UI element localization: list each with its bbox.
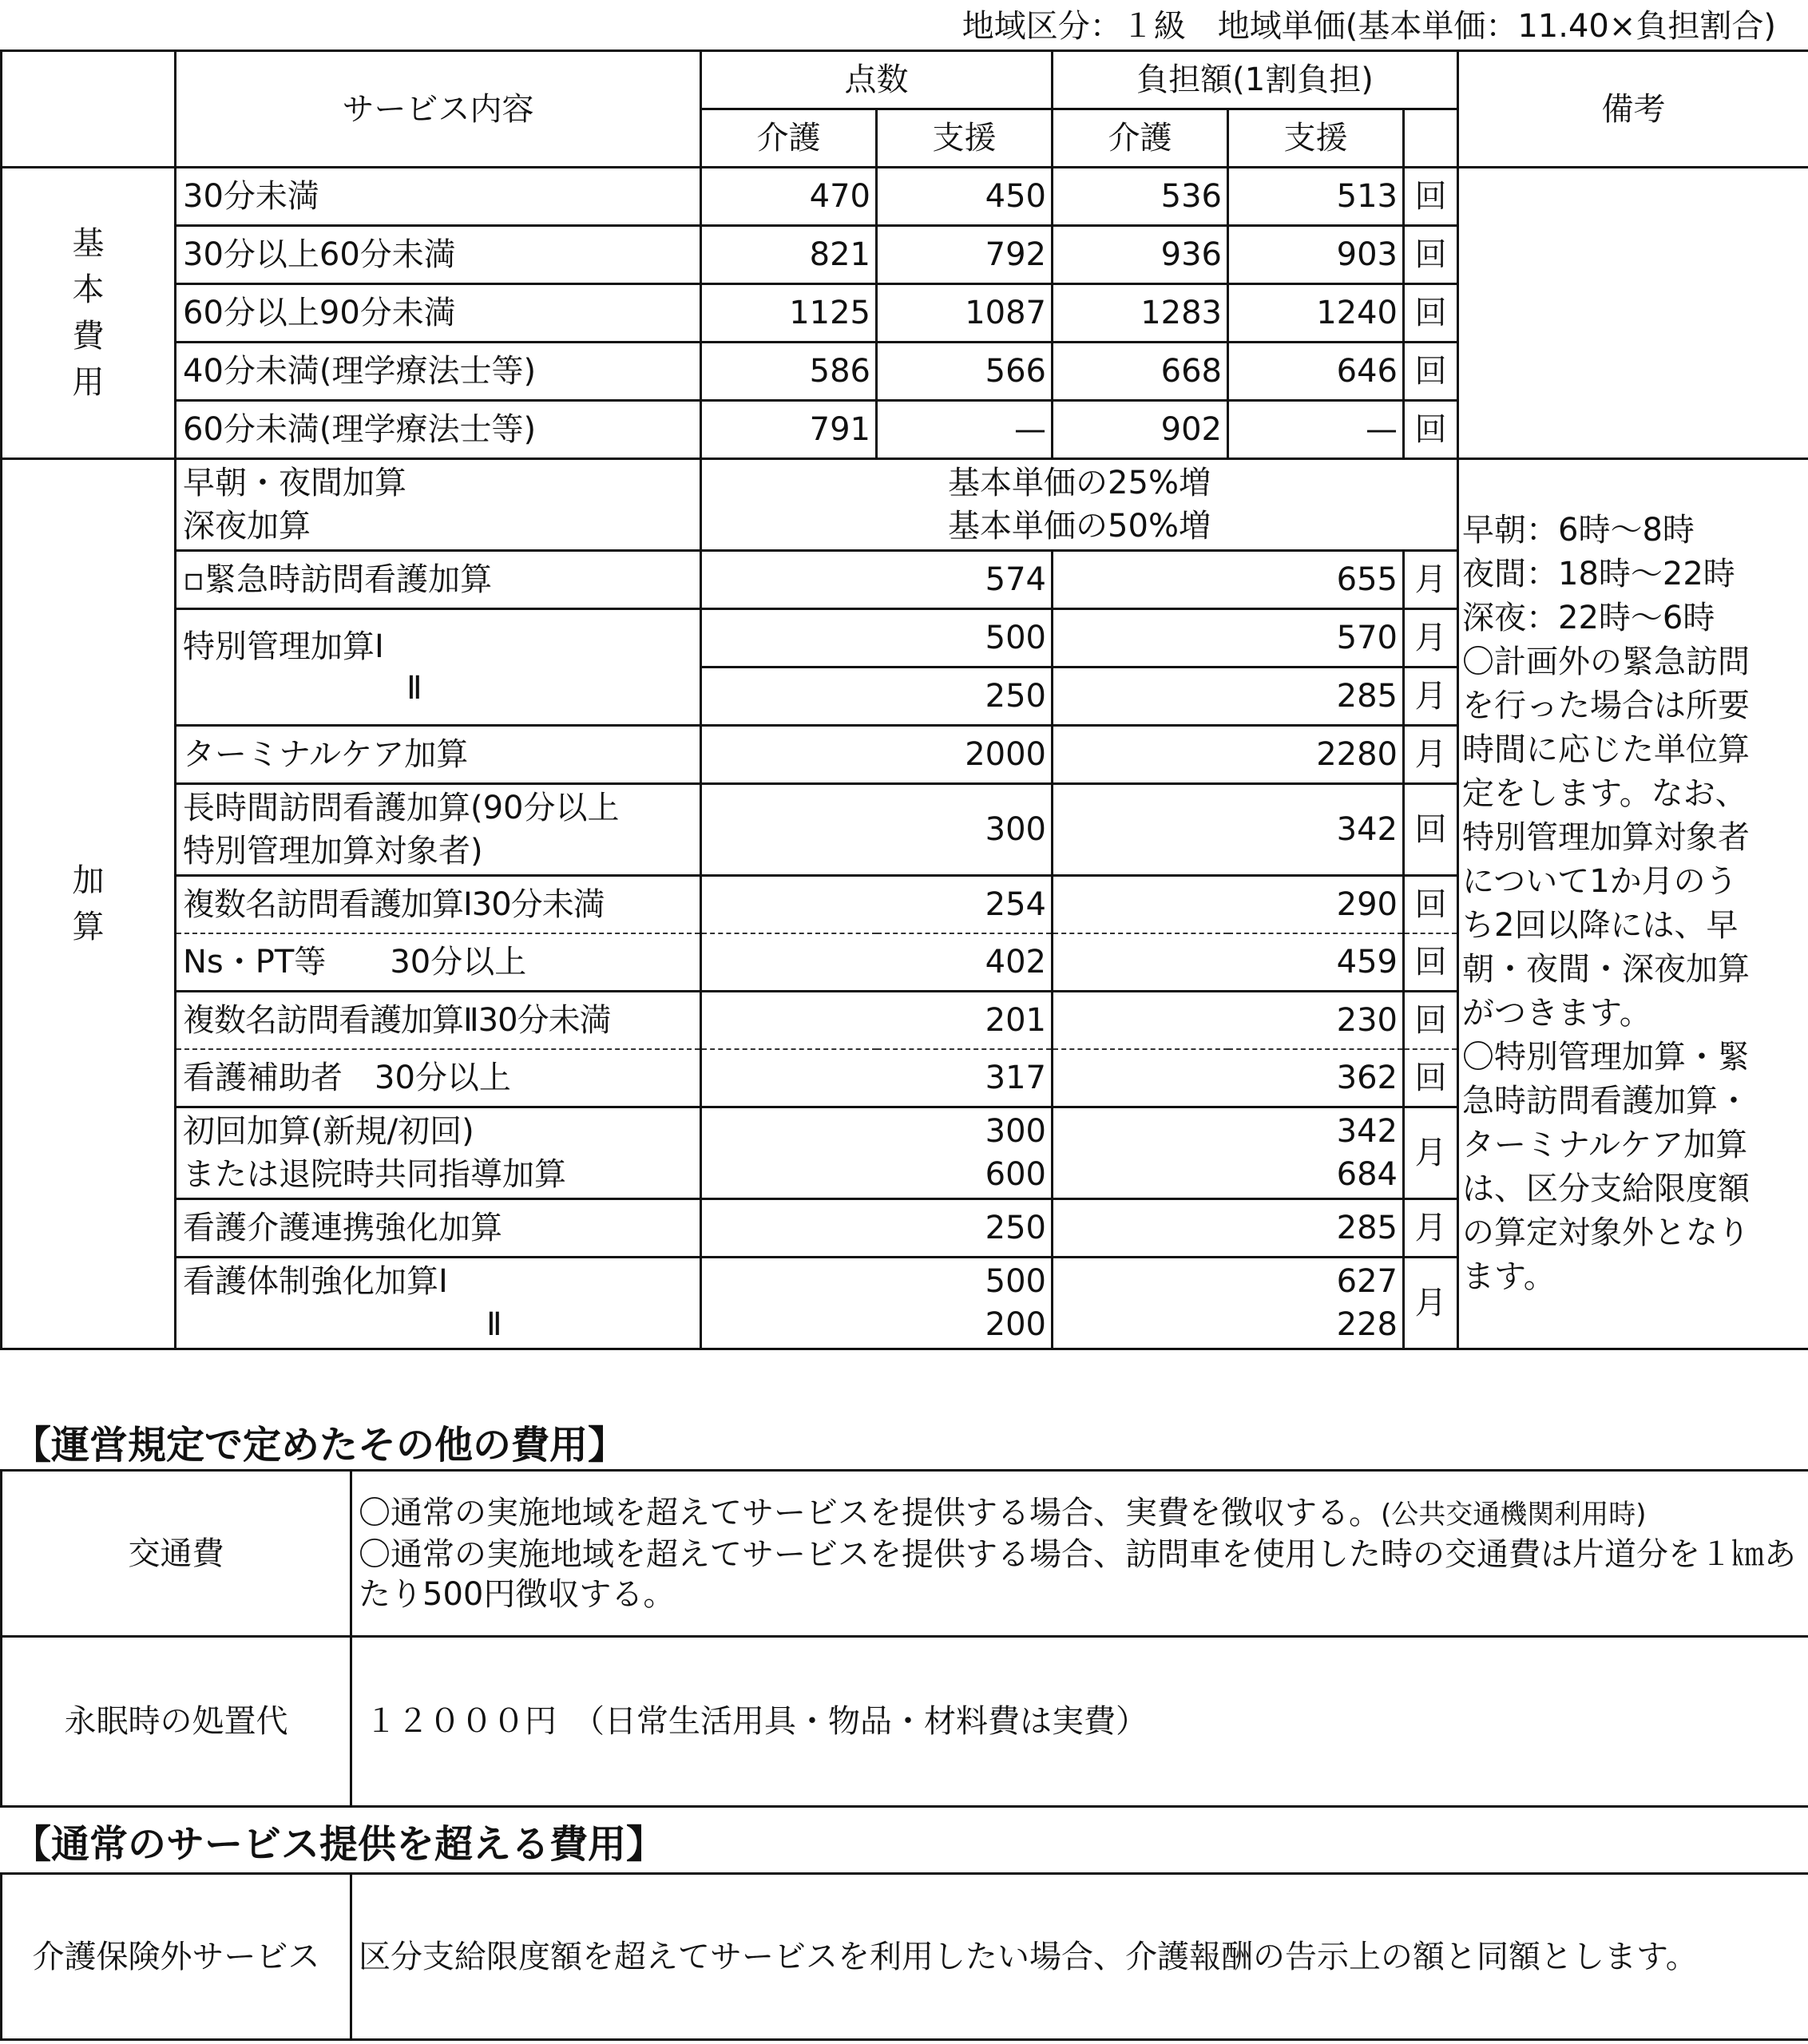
basic-row-burden-support: —: [1228, 401, 1404, 459]
multi2a-burden: 230: [1053, 992, 1404, 1050]
header-remarks: 備考: [1458, 51, 1808, 168]
multi1b-unit: 回: [1404, 933, 1458, 992]
basic-row-burden-care: 902: [1053, 401, 1228, 459]
basic-row-unit: 回: [1404, 401, 1458, 459]
multi2a-points: 201: [701, 992, 1053, 1050]
emergency-points: 574: [701, 551, 1053, 609]
basic-row-burden-care: 668: [1053, 343, 1228, 401]
addition-group-char: 加: [72, 862, 105, 899]
remarks-line: について1か月のう: [1462, 863, 1738, 900]
basic-row-points-support: 450: [877, 168, 1053, 226]
special-unit-2: 月: [1404, 667, 1458, 726]
excess-label: 介護保険外サービス: [2, 1874, 351, 2040]
basic-row-burden-support: 903: [1228, 226, 1404, 284]
emergency-unit: 月: [1404, 551, 1458, 609]
terminal-points: 2000: [701, 726, 1053, 784]
basic-row-unit: 回: [1404, 343, 1458, 401]
long-name: [176, 784, 701, 876]
header-unit-blank: [1404, 109, 1458, 168]
remarks-cell: [1458, 459, 1808, 1349]
long-name-2: 特別管理加算対象者): [183, 833, 483, 869]
multi2b-unit: 回: [1404, 1049, 1458, 1107]
initial-burden-2: 684: [1336, 1156, 1398, 1193]
basic-row-points-care: 470: [701, 168, 877, 226]
basic-row-burden-care: 936: [1053, 226, 1228, 284]
header-points-care: 介護: [701, 109, 877, 168]
multi2a-name: 複数名訪問看護加算Ⅱ30分未満: [176, 992, 701, 1050]
special-unit-1: 月: [1404, 609, 1458, 667]
multi1b-points: 402: [701, 933, 1053, 992]
long-unit: 回: [1404, 784, 1458, 876]
basic-row-burden-support: 1240: [1228, 284, 1404, 343]
header-burden: 負担額(1割負担): [1053, 51, 1458, 109]
multi2b-points: 317: [701, 1049, 1053, 1107]
system-name: [176, 1258, 701, 1349]
basic-row-points-support: 566: [877, 343, 1053, 401]
eternal-value: １２０００円 （日常生活用具・物品・材料費は実費）: [351, 1637, 1808, 1807]
emergency-name: ▫緊急時訪問看護加算: [176, 551, 701, 609]
excess-fees-table: [0, 1872, 1808, 2041]
excess-value: 区分支給限度額を超えてサービスを利用したい場合、介護報酬の告示上の額と同額とします。: [351, 1874, 1808, 2040]
system-unit: 月: [1404, 1258, 1458, 1349]
other-fees-title: 【運営規定で定めたその他の費用】: [13, 1423, 627, 1468]
remarks-line: の算定対象外となり: [1462, 1214, 1750, 1251]
excess-fees-title: 【通常のサービス提供を超える費用】: [13, 1822, 665, 1867]
special-name: [176, 609, 701, 726]
late-night-rate: 基本単価の50%増: [948, 508, 1211, 545]
long-burden: 342: [1053, 784, 1404, 876]
early-night-name-1: 早朝・夜間加算: [183, 465, 406, 501]
special-name-2: Ⅱ: [406, 669, 422, 707]
special-name-1: 特別管理加算Ⅰ: [183, 628, 384, 665]
terminal-burden: 2280: [1053, 726, 1404, 784]
remarks-line: 時間に応じた単位算: [1462, 731, 1750, 768]
basic-row-burden-support: 513: [1228, 168, 1404, 226]
transport-label: 交通費: [2, 1471, 351, 1637]
system-points-2: 200: [985, 1306, 1046, 1343]
basic-row-name: 60分以上90分未満: [176, 284, 701, 343]
remarks-line: 朝・夜間・深夜加算: [1462, 951, 1750, 988]
transport-line-1-note: (公共交通機関利用時): [1381, 1498, 1647, 1531]
remarks-line: がつきます。: [1462, 995, 1651, 1032]
multi1b-burden: 459: [1053, 933, 1404, 992]
eternal-label: 永眠時の処置代: [2, 1637, 351, 1807]
header-burden-support: 支援: [1228, 109, 1404, 168]
basic-row-name: 60分未満(理学療法士等): [176, 401, 701, 459]
system-name-2: Ⅱ: [486, 1306, 502, 1343]
terminal-unit: 月: [1404, 726, 1458, 784]
basic-row-name: 40分未満(理学療法士等): [176, 343, 701, 401]
transport-line-1: 〇通常の実施地域を超えてサービスを提供する場合、実費を徴収する。: [359, 1494, 1381, 1531]
remarks-line: 〇特別管理加算・緊: [1462, 1039, 1750, 1075]
remarks-line: 深夜：22時〜6時: [1462, 600, 1715, 636]
basic-group-char: 基: [72, 225, 105, 262]
basic-row-unit: 回: [1404, 284, 1458, 343]
special-burden-2: 285: [1053, 667, 1404, 726]
basic-row-burden-support: 646: [1228, 343, 1404, 401]
basic-row-points-care: 586: [701, 343, 877, 401]
header-burden-care: 介護: [1053, 109, 1228, 168]
late-night-name: 深夜加算: [183, 508, 311, 545]
other-fees-table: [0, 1469, 1808, 1808]
remarks-line: ます。: [1462, 1258, 1556, 1295]
basic-row-points-support: 792: [877, 226, 1053, 284]
addition-group-label: [2, 459, 176, 1349]
initial-unit: 月: [1404, 1107, 1458, 1199]
special-points-1: 500: [701, 609, 1053, 667]
basic-row-name: 30分以上60分未満: [176, 226, 701, 284]
initial-burden: [1053, 1107, 1404, 1199]
multi1a-burden: 290: [1053, 876, 1404, 934]
remarks-line: 特別管理加算対象者: [1462, 819, 1750, 856]
long-name-1: 長時間訪問看護加算(90分以上: [183, 790, 620, 826]
header-blank: [2, 51, 176, 168]
cooperation-burden: 285: [1053, 1199, 1404, 1258]
multi2b-burden: 362: [1053, 1049, 1404, 1107]
header-service: サービス内容: [176, 51, 701, 168]
remarks-line: 夜間：18時〜22時: [1462, 556, 1735, 592]
basic-row-points-care: 821: [701, 226, 877, 284]
transport-line-2: 〇通常の実施地域を超えてサービスを提供する場合、訪問車を使用した時の交通費は片道分を１㎞あたり500円徴収する。: [359, 1535, 1796, 1613]
system-name-1: 看護体制強化加算Ⅰ: [183, 1263, 448, 1300]
remarks-line: を行った場合は所要: [1462, 687, 1750, 724]
basic-row-unit: 回: [1404, 168, 1458, 226]
initial-points: [701, 1107, 1053, 1199]
system-burden-1: 627: [1336, 1263, 1398, 1300]
early-night-rate: 基本単価の25%増: [948, 465, 1211, 501]
cooperation-unit: 月: [1404, 1199, 1458, 1258]
special-points-2: 250: [701, 667, 1053, 726]
multi1a-points: 254: [701, 876, 1053, 934]
basic-group-char: 用: [72, 364, 105, 401]
early-night-name: [176, 459, 701, 551]
initial-name-2: または退院時共同指導加算: [183, 1156, 566, 1193]
basic-row-points-care: 1125: [701, 284, 877, 343]
basic-row-points-support: —: [877, 401, 1053, 459]
basic-row-burden-care: 1283: [1053, 284, 1228, 343]
cooperation-points: 250: [701, 1199, 1053, 1258]
long-points: 300: [701, 784, 1053, 876]
system-points-1: 500: [985, 1263, 1046, 1300]
header-points-support: 支援: [877, 109, 1053, 168]
region-note: 地域区分：１級 地域単価(基本単価：11.40×負担割合): [961, 8, 1776, 45]
basic-remarks: [1458, 168, 1808, 459]
system-points: [701, 1258, 1053, 1349]
remarks-line: 早朝：6時〜8時: [1462, 512, 1695, 549]
basic-row-name: 30分未満: [176, 168, 701, 226]
remarks-line: は、区分支給限度額: [1462, 1171, 1750, 1207]
remarks-line: 〇計画外の緊急訪問: [1462, 644, 1750, 680]
initial-burden-1: 342: [1336, 1113, 1398, 1150]
multi2a-unit: 回: [1404, 992, 1458, 1050]
system-burden: [1053, 1258, 1404, 1349]
basic-group-char: 費: [72, 318, 105, 355]
emergency-burden: 655: [1053, 551, 1404, 609]
early-night-value: [701, 459, 1458, 551]
system-burden-2: 228: [1336, 1306, 1398, 1343]
remarks-line: ち2回以降には、早: [1462, 907, 1739, 944]
basic-row-burden-care: 536: [1053, 168, 1228, 226]
basic-group-char: 本: [72, 271, 105, 308]
initial-points-2: 600: [985, 1156, 1046, 1193]
cooperation-name: 看護介護連携強化加算: [176, 1199, 701, 1258]
addition-group-char: 算: [72, 909, 105, 945]
terminal-name: ターミナルケア加算: [176, 726, 701, 784]
initial-points-1: 300: [985, 1113, 1046, 1150]
basic-group-label: [2, 168, 176, 459]
remarks-line: 定をします。なお、: [1462, 775, 1747, 812]
remarks-line: ターミナルケア加算: [1462, 1127, 1748, 1163]
remarks-line: 急時訪問看護加算・: [1462, 1083, 1750, 1119]
initial-name: [176, 1107, 701, 1199]
basic-row-points-support: 1087: [877, 284, 1053, 343]
basic-row-unit: 回: [1404, 226, 1458, 284]
multi1a-unit: 回: [1404, 876, 1458, 934]
transport-value: [351, 1471, 1808, 1637]
multi1a-name: 複数名訪問看護加算Ⅰ30分未満: [176, 876, 701, 934]
basic-row-points-care: 791: [701, 401, 877, 459]
fee-table: [0, 50, 1808, 1350]
special-burden-1: 570: [1053, 609, 1404, 667]
header-points: 点数: [701, 51, 1053, 109]
multi2b-name: 看護補助者 30分以上: [176, 1049, 701, 1107]
initial-name-1: 初回加算(新規/初回): [183, 1113, 474, 1150]
multi1b-name: Ns・PT等 30分以上: [176, 933, 701, 992]
